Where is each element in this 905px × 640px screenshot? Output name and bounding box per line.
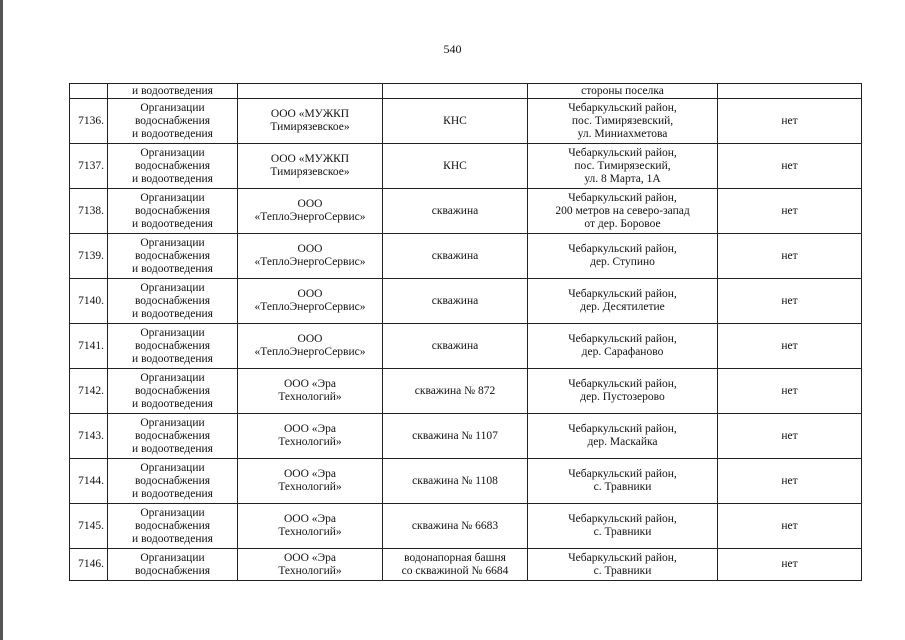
cell-location: стороны поселка (528, 84, 718, 99)
cell-type-line: и водоотведения (132, 262, 213, 275)
cell-type (108, 279, 238, 324)
cell-object (383, 99, 528, 144)
cell-status: нет (718, 234, 862, 279)
cell-location-line: Чебаркульский район, (568, 423, 677, 435)
cell-location-line: дер. Ступино (590, 256, 655, 268)
table-row (70, 549, 862, 581)
cell-owner-line: ООО «МУЖКП (270, 153, 350, 165)
cell-type-line: Организации (140, 506, 205, 519)
cell-type-line: и водоотведения (132, 217, 213, 230)
cell-type-line: водоснабжения (134, 519, 211, 532)
cell-type-line: Организации (140, 371, 205, 384)
cell-owner (238, 369, 383, 414)
cell-type (108, 99, 238, 144)
cell-type (108, 414, 238, 459)
cell-owner (238, 279, 383, 324)
cell-type-line: Организации (140, 416, 205, 429)
cell-owner (238, 504, 383, 549)
cell-type-line: Организации (140, 236, 205, 249)
cell-owner-line: «ТеплоЭнергоСервис» (254, 256, 366, 268)
cell-status: нет (718, 369, 862, 414)
cell-object-line: КНС (443, 114, 467, 127)
cell-object-line: скважина (431, 204, 479, 217)
cell-num: 7139. (70, 234, 108, 279)
cell-type-line: водоснабжения (134, 474, 211, 487)
cell-location-line: Чебаркульский район, (568, 191, 677, 204)
cell-owner (238, 84, 383, 99)
cell-object (383, 369, 528, 414)
cell-location (528, 504, 718, 549)
cell-owner-line: «ТеплоЭнергоСервис» (254, 346, 366, 358)
cell-type-line: и водоотведения (132, 532, 213, 545)
cell-location (528, 324, 718, 369)
cell-object-line: водонапорная башня (404, 551, 506, 564)
table-row (70, 279, 862, 324)
table-row (70, 504, 862, 549)
cell-type (108, 549, 238, 581)
cell-object-line: скважина (431, 294, 479, 307)
cell-type-line: и водоотведения (132, 442, 213, 455)
cell-owner-line: ООО (297, 288, 323, 300)
registry-table-body (70, 84, 862, 581)
cell-type (108, 504, 238, 549)
cell-owner-line: ООО (297, 333, 323, 345)
cell-owner (238, 324, 383, 369)
cell-object (383, 144, 528, 189)
cell-num: 7145. (70, 504, 108, 549)
table-row (70, 99, 862, 144)
cell-type-line: Организации (140, 101, 205, 114)
cell-location-line: Чебаркульский район, (568, 468, 677, 480)
cell-num: 7143. (70, 414, 108, 459)
cell-owner-line: ООО «Эра (284, 468, 336, 480)
cell-type-line: водоснабжения (134, 159, 211, 172)
cell-owner-line: ООО «Эра (284, 378, 336, 390)
cell-object-line: скважина (431, 339, 479, 352)
cell-location-line: Чебаркульский район, (568, 288, 677, 300)
cell-type-line: Организации (140, 326, 205, 339)
cell-owner-line: Технологий» (278, 526, 342, 538)
cell-owner-line: Технологий» (278, 564, 342, 577)
cell-location-line: дер. Десятилетие (580, 301, 665, 313)
table-row (70, 414, 862, 459)
registry-table (69, 83, 862, 581)
cell-type (108, 459, 238, 504)
cell-type-line: и водоотведения (132, 397, 213, 410)
cell-type: и водоотведения (108, 84, 238, 99)
cell-owner-line: Технологий» (278, 391, 342, 403)
cell-object-line: скважина № 872 (414, 384, 496, 397)
cell-location (528, 144, 718, 189)
cell-object (383, 234, 528, 279)
table-row (70, 234, 862, 279)
cell-type-line: и водоотведения (132, 352, 213, 365)
cell-num: 7136. (70, 99, 108, 144)
table-row (70, 369, 862, 414)
cell-location (528, 189, 718, 234)
cell-owner (238, 99, 383, 144)
cell-type-line: и водоотведения (132, 172, 213, 185)
cell-status: нет (718, 189, 862, 234)
cell-type-line: Организации (140, 281, 205, 294)
cell-status: нет (718, 459, 862, 504)
cell-location (528, 369, 718, 414)
cell-location (528, 459, 718, 504)
cell-num: 7140. (70, 279, 108, 324)
cell-owner-line: Тимирязевское» (270, 121, 350, 133)
cell-location-line: ул. Миниахметова (577, 127, 668, 140)
table-row (70, 324, 862, 369)
cell-num: 7142. (70, 369, 108, 414)
cell-owner-line: Технологий» (278, 436, 342, 448)
cell-num: 7137. (70, 144, 108, 189)
cell-object (383, 414, 528, 459)
continuation-row (70, 84, 862, 99)
cell-owner (238, 549, 383, 581)
cell-location-line: 200 метров на северо-запад (555, 204, 690, 217)
cell-type (108, 144, 238, 189)
cell-num: 7146. (70, 549, 108, 581)
cell-location (528, 414, 718, 459)
cell-num (70, 84, 108, 99)
cell-object (383, 549, 528, 581)
cell-status: нет (718, 504, 862, 549)
cell-type-line: Организации (140, 551, 205, 564)
cell-owner-line: ООО «Эра (284, 423, 336, 435)
scan-left-edge (0, 0, 3, 640)
cell-owner-line: Технологий» (278, 481, 342, 493)
cell-location-line: с. Травники (593, 564, 652, 577)
cell-type (108, 369, 238, 414)
cell-owner-line: «ТеплоЭнергоСервис» (254, 211, 366, 223)
cell-owner (238, 459, 383, 504)
cell-location-line: дер. Пустозерово (580, 391, 665, 403)
cell-location-line: ул. 8 Марта, 1А (584, 172, 661, 185)
cell-object (383, 189, 528, 234)
table-row (70, 144, 862, 189)
cell-type-line: водоснабжения (134, 204, 211, 217)
cell-owner (238, 189, 383, 234)
cell-location-line: пос. Тимирязевский, (571, 114, 674, 127)
cell-status: нет (718, 99, 862, 144)
cell-type-line: водоснабжения (134, 429, 211, 442)
cell-status: нет (718, 144, 862, 189)
cell-location (528, 99, 718, 144)
cell-object-line: скважина (431, 249, 479, 262)
cell-status: нет (718, 549, 862, 581)
cell-num: 7138. (70, 189, 108, 234)
cell-object-line: КНС (443, 159, 467, 172)
cell-owner-line: ООО «Эра (284, 551, 336, 564)
cell-owner (238, 144, 383, 189)
cell-location (528, 549, 718, 581)
cell-type (108, 234, 238, 279)
cell-owner-line: ООО (297, 243, 323, 255)
cell-type (108, 189, 238, 234)
cell-location (528, 234, 718, 279)
cell-owner-line: ООО «МУЖКП (270, 108, 350, 120)
cell-owner (238, 234, 383, 279)
cell-status: нет (718, 414, 862, 459)
cell-object-line: скважина № 1107 (412, 429, 498, 442)
cell-type-line: Организации (140, 191, 205, 204)
cell-type-line: Организации (140, 461, 205, 474)
cell-object (383, 324, 528, 369)
cell-location-line: с. Травники (593, 526, 652, 538)
cell-num: 7141. (70, 324, 108, 369)
cell-location-line: Чебаркульский район, (568, 513, 677, 525)
cell-status: нет (718, 324, 862, 369)
cell-type-line: и водоотведения (132, 487, 213, 500)
cell-owner-line: «ТеплоЭнергоСервис» (254, 301, 366, 313)
cell-location-line: пос. Тимирязеский, (574, 159, 671, 172)
cell-location-line: с. Травники (593, 481, 652, 493)
cell-location-line: от дер. Боровое (584, 217, 661, 230)
cell-num: 7144. (70, 459, 108, 504)
cell-object (383, 504, 528, 549)
cell-location (528, 279, 718, 324)
cell-location-line: Чебаркульский район, (568, 243, 677, 255)
cell-object (383, 459, 528, 504)
cell-owner-line: ООО (297, 198, 323, 210)
cell-type-line: водоснабжения (134, 564, 211, 577)
cell-type-line: водоснабжения (134, 384, 211, 397)
cell-status: нет (718, 279, 862, 324)
cell-location-line: Чебаркульский район, (568, 101, 677, 114)
cell-owner (238, 414, 383, 459)
cell-type-line: водоснабжения (134, 114, 211, 127)
cell-type-line: водоснабжения (134, 249, 211, 262)
cell-type-line: Организации (140, 146, 205, 159)
cell-owner-line: Тимирязевское» (270, 166, 350, 178)
table-row (70, 459, 862, 504)
cell-owner-line: ООО «Эра (284, 513, 336, 525)
cell-object (383, 279, 528, 324)
cell-location-line: Чебаркульский район, (568, 146, 677, 159)
cell-type-line: водоснабжения (134, 339, 211, 352)
cell-location-line: Чебаркульский район, (568, 551, 677, 564)
cell-location-line: дер. Сарафаново (581, 346, 664, 358)
cell-object (383, 84, 528, 99)
cell-object-line: со скважиной № 6684 (401, 564, 509, 577)
cell-type-line: и водоотведения (132, 307, 213, 320)
cell-type-line: водоснабжения (134, 294, 211, 307)
cell-location-line: Чебаркульский район, (568, 333, 677, 345)
cell-location-line: дер. Маскайка (587, 436, 658, 448)
table-row (70, 189, 862, 234)
cell-status (718, 84, 862, 99)
cell-location-line: Чебаркульский район, (568, 378, 677, 390)
cell-type (108, 324, 238, 369)
cell-object-line: скважина № 6683 (411, 519, 499, 532)
page-number: 540 (443, 42, 462, 56)
cell-type-line: и водоотведения (132, 127, 213, 140)
cell-object-line: скважина № 1108 (412, 474, 498, 487)
